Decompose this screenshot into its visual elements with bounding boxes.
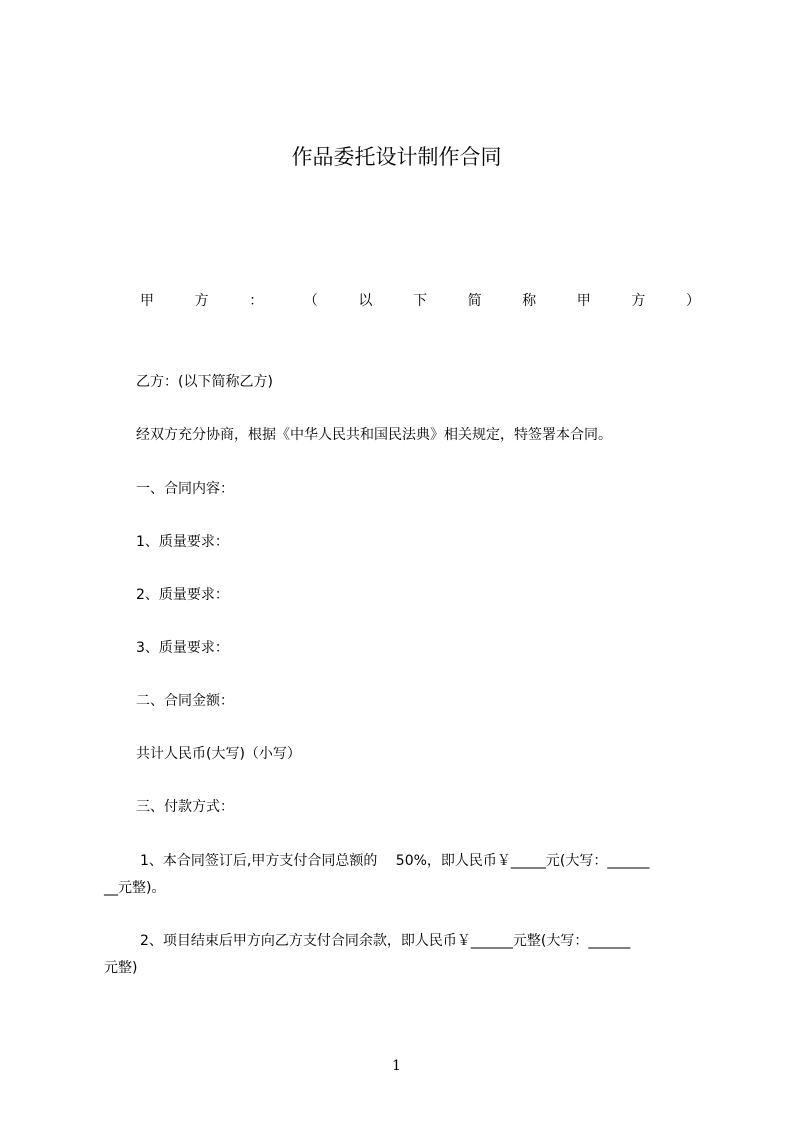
amount-line: 共计人民币(大写)（小写）	[136, 746, 301, 762]
quality-requirement-1: 1、质量要求：	[136, 534, 229, 550]
payment-term-1-line-2: __元整)。	[104, 880, 166, 896]
party-a-char: 甲	[140, 293, 154, 309]
section-contract-amount: 二、合同金额：	[136, 693, 234, 709]
party-a-char: 方	[194, 293, 209, 309]
party-a-char: ：	[249, 293, 264, 309]
payment-term-2-line-2: 元整)	[104, 960, 138, 976]
party-a-char: 下	[412, 293, 427, 309]
party-a-line	[140, 291, 700, 311]
party-a-char: （	[303, 293, 318, 309]
quality-requirement-2: 2、质量要求：	[136, 587, 229, 603]
page-number: 1	[392, 1058, 401, 1074]
section-payment-method: 三、付款方式：	[136, 799, 234, 815]
party-a-char: 以	[358, 293, 373, 309]
party-a-char: 甲	[576, 293, 591, 309]
payment-term-2-line-1: 2、项目结束后甲方向乙方支付合同余款，即人民币￥______元整(大写：______	[140, 933, 631, 949]
intro-paragraph: 经双方充分协商，根据《中华人民共和国民法典》相关规定，特签署本合同。	[136, 427, 612, 443]
party-a-char: 称	[522, 293, 537, 309]
party-b-line: 乙方：(以下简称乙方)	[136, 374, 273, 390]
payment-term-1-line-1: 1、本合同签订后,甲方支付合同总额的 50%，即人民币￥_____元(大写：______	[140, 853, 650, 869]
quality-requirement-3: 3、质量要求：	[136, 640, 229, 656]
party-a-char: ）	[685, 293, 700, 309]
party-a-char: 方	[631, 293, 646, 309]
document-title: 作品委托设计制作合同	[291, 145, 502, 169]
section-contract-content: 一、合同内容：	[136, 481, 234, 497]
party-a-char: 简	[467, 293, 482, 309]
